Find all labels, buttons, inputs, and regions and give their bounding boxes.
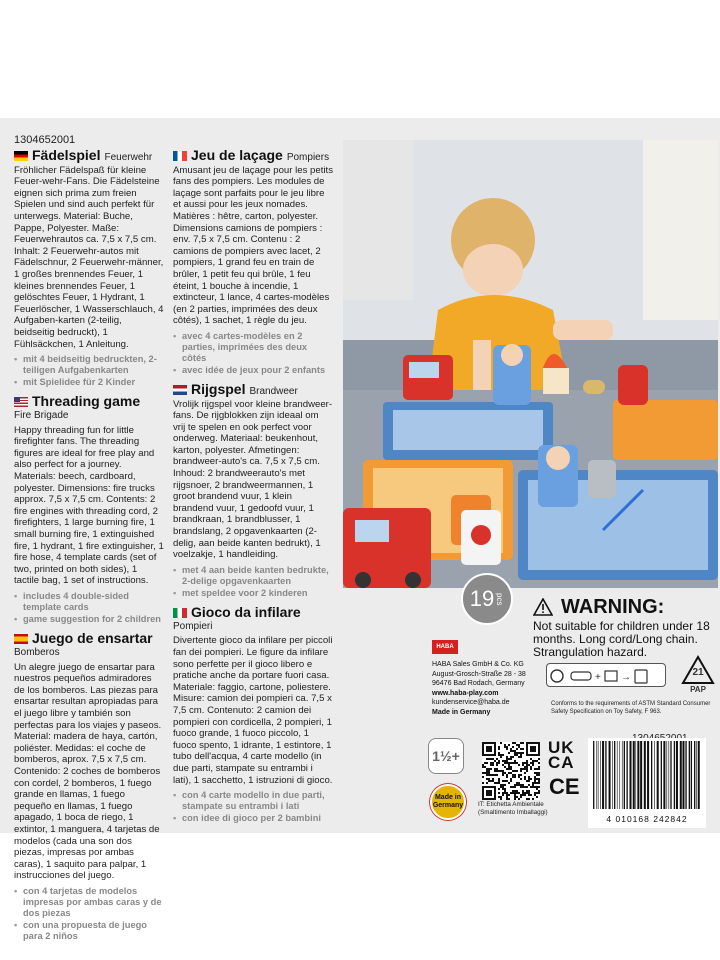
ukca-mark	[548, 740, 575, 770]
qr-code-icon	[482, 742, 540, 800]
bullet-item: • game suggestion for 2 children	[14, 614, 164, 625]
section-subtitle: Feuerwehr	[104, 152, 153, 163]
section-title: Threading game	[32, 393, 141, 410]
website-link: www.haba-play.com	[432, 689, 499, 697]
astm-statement: Conforms to the requirements of ASTM Standard Consumer Safety Specification on Toy Safety, F 963.	[551, 701, 711, 715]
bullet-item: • con una propuesta de juego para 2 niños	[14, 920, 164, 942]
dutch-flag-icon	[173, 385, 187, 395]
section-body: Fröhlicher Fädelspaß für kleine Feuer-wehr-Fans. Die Fädelsteine eignen sich prima zum freien Spielen und sind auch perfekt für unterwegs. Material: Buche, Pappe, Polyester. Maße: Feuerwehrautos ca. 7,5 x 7,5 cm. Inhalt: 2 Feuerwehr-autos mit Fädelschnur, 2 Feuerwehr-männer, 1 großes brennendes Feuer, 1 kleines brennendes Feuer, 1 gelöschtes Feuer, 1 Hydrant, 1 Feuerlöscher, 1 Wasserschlauch, 4 Aufgaben-karten (2-teilig, beidseitig bedruckt), 1 Fühlsäckchen, 1 Anleitung.	[14, 164, 164, 350]
section-body: Vrolijk rijgspel voor kleine brandweer-fans. De rijgblokken zijn ideaal om vrij te spelen en ook perfect voor onderweg. Materiaal: beukenhout, karton, polyester. Afmetingen: brandweer-auto's ca. 7,5 x 7,5 cm. Inhoud: 2 brandweerauto's met rijgsnoer, 2 brandweermannen, 1 groot brandend vuur, 1 klein brandend vuur, 1 gedoofd vuur, 1 brandkraan, 1 brandblusser, 1 brandslang, 2 opgavenkaarten (2-delig, aan beide kanten bedrukt), 1 voelzakje, 1 handleiding.	[173, 398, 333, 561]
email-address: kundenservice@haba.de	[432, 699, 510, 706]
section-body: Amusant jeu de laçage pour les petits fans des pompiers. Les modules de laçage sont parfaits pour le jeu libre et aussi pour les jeux nomades. Matières : hêtre, carton, polyester. Dimensions camions de pompiers : env. 7,5 x 7,5 cm. Contenu : 2 camions de pompiers avec lacet, 2 pompiers, 1 grand feu en train de brûler, 1 petit feu qui brûle, 1 feu éteint, 1 bouche à incendie, 1 extincteur, 1 lance, 4 cartes-modèles (en 2 parties, imprimées des deux côtés), 1 sachet, 1 règle du jeu.	[173, 164, 333, 327]
piece-count-number: 19	[469, 586, 495, 611]
made-in-germany-badge: Made in Germany	[430, 784, 466, 820]
recycle-code: 21	[692, 667, 704, 678]
section-subtitle: Pompieri	[173, 620, 213, 632]
bullet-item: • met speldee voor 2 kinderen	[173, 588, 333, 599]
section-subtitle: Fire Brigade	[14, 410, 69, 422]
ce-mark: CE	[549, 774, 580, 799]
section-nl	[173, 382, 333, 599]
made-in-text: Made in Germany	[432, 708, 491, 716]
bullet-item: • con 4 carte modello in due parti, stampate su entrambi i lati	[173, 790, 333, 812]
section-fr	[173, 148, 333, 376]
bullet-item: • con 4 tarjetas de modelos impresas por ambas caras y de dos piezas	[14, 886, 164, 919]
barcode	[588, 738, 706, 828]
recycle-pap-icon	[681, 655, 715, 695]
address-line: August-Grosch-Straße 28 - 38	[432, 670, 526, 678]
recycling-icons	[546, 655, 716, 695]
address-line: 96476 Bad Rodach, Germany	[432, 680, 525, 687]
piece-count-badge	[461, 573, 513, 625]
product-photo-illustration	[343, 140, 718, 588]
product-photo	[343, 140, 718, 588]
svg-text:+: +	[595, 672, 601, 683]
ukca-line: CA	[548, 753, 575, 772]
bullet-item: • avec idée de jeux pour 2 enfants	[173, 365, 333, 376]
german-flag-icon	[14, 151, 28, 161]
spanish-flag-icon	[14, 634, 28, 644]
text-column-left	[14, 148, 164, 948]
section-subtitle: Bomberos	[14, 647, 60, 658]
italian-flag-icon	[173, 608, 187, 618]
environmental-label-note: IT: Etichetta Ambientale (Smaltimento Imballaggi)	[478, 801, 548, 816]
ukca-line: UK	[548, 738, 575, 757]
barcode-number: 4 010168 242842	[606, 814, 688, 824]
company-address	[432, 660, 542, 717]
section-body: Divertente gioco da infilare per piccoli fan dei pompieri. Le figure da infilare sono perfette per il gioco libero e pratiche anche da portare fuori casa. Materiale: faggio, cartone, poliestere. Misure: camion dei pompieri ca. 7,5 x 7,5 cm. Contenuto: 2 camion dei pompieri con cordicella, 2 pompieri, 1 fuoco grande, 1 fuoco piccolo, 1 fuoco spento, 1 idrante, 1 estintore, 1 tubo dell'acqua, 4 carte modello (in due parti, stampate su entrambi i lati), 1 sacchetto, 1 istruzioni di gioco.	[173, 635, 333, 786]
bullet-item: • avec 4 cartes-modèles en 2 parties, imprimées des deux côtés	[173, 331, 333, 364]
section-subtitle: Brandweer	[249, 385, 298, 397]
section-it	[173, 605, 333, 824]
bullet-item: • mit 4 beidseitig bedruckten, 2-teiligen Aufgabenkarten	[14, 354, 164, 376]
recycle-label: PAP	[690, 685, 706, 694]
disposal-instruction-icon	[546, 663, 666, 687]
section-body: Un alegre juego de ensartar para nuestros pequeños admiradores de los bomberos. Las piezas para ensartar resultan apropiadas para el juego libre y también son perfectas para los viajes y paseos. Material: madera de haya, cartón, poliéster. Medidas: el coche de bomberos, aprox. 7,5 x 7,5 cm. Contenido: 2 coches de bomberos con cordel, 2 bomberos, 1 fuego grande en llamas, 1 fuego pequeño en llamas, 1 fuego apagado, 1 boca de riego, 1 extintor, 1 manguera, 4 tarjetas de modelos (cada una son dos piezas, impresas por ambas caras), 1 saquito para palpar, 1 instrucciones del juego.	[14, 661, 162, 882]
bullet-item: • met 4 aan beide kanten bedrukte, 2-delige opgavenkaarten	[173, 565, 333, 587]
bullet-item: • includes 4 double-sided template cards	[14, 591, 164, 613]
section-es	[14, 631, 164, 942]
address-line: HABA Sales GmbH & Co. KG	[432, 661, 524, 668]
sku-number: 1304652001	[14, 134, 76, 146]
warning-triangle-icon	[533, 598, 553, 616]
french-flag-icon	[173, 151, 187, 161]
text-column-middle	[173, 148, 333, 830]
section-title: Jeu de laçage	[191, 147, 283, 163]
us-flag-icon	[14, 397, 28, 407]
warning-text: Not suitable for children under 18 months. Long cord/Long chain. Strangulation hazard.	[533, 619, 710, 659]
bullet-item: • mit Spielidee für 2 Kinder	[14, 377, 164, 388]
section-de	[14, 148, 164, 388]
age-mark-icon: 1½+	[428, 738, 464, 774]
svg-text:→: →	[621, 672, 631, 683]
warning-box	[533, 596, 713, 659]
section-title: Fädelspiel	[32, 147, 101, 163]
section-subtitle: Pompiers	[286, 152, 330, 163]
section-body: Happy threading fun for little firefighter fans. The threading figures are ideal for free play and also perfect for a journey. Materials: beech, cardboard, polyester. Dimensions: fire trucks approx. 7,5 x 7,5 cm. Contents: 2 fire engines with threading cord, 2 firefighters, 1 large burning fire, 1 small burning fire, 1 extinguished fire, 1 hydrant, 1 fire extinguisher, 1 fire hose, 4 template cards (set of two, printed on both sides), 1 tactile bag, 1 set of instructions.	[14, 424, 164, 587]
section-en	[14, 394, 164, 625]
disposal-pictograms-icon	[547, 664, 667, 688]
bullet-item: • con idee di gioco per 2 bambini	[173, 813, 333, 824]
section-title: Rijgspel	[191, 380, 246, 397]
section-title: Juego de ensartar	[32, 630, 153, 646]
haba-logo: HABA	[432, 640, 458, 654]
section-title: Gioco da infilare	[191, 603, 301, 620]
piece-count-unit: pcs	[495, 592, 505, 606]
qr-code	[482, 742, 540, 800]
warning-title: WARNING:	[561, 596, 665, 618]
barcode-bars	[591, 741, 703, 809]
